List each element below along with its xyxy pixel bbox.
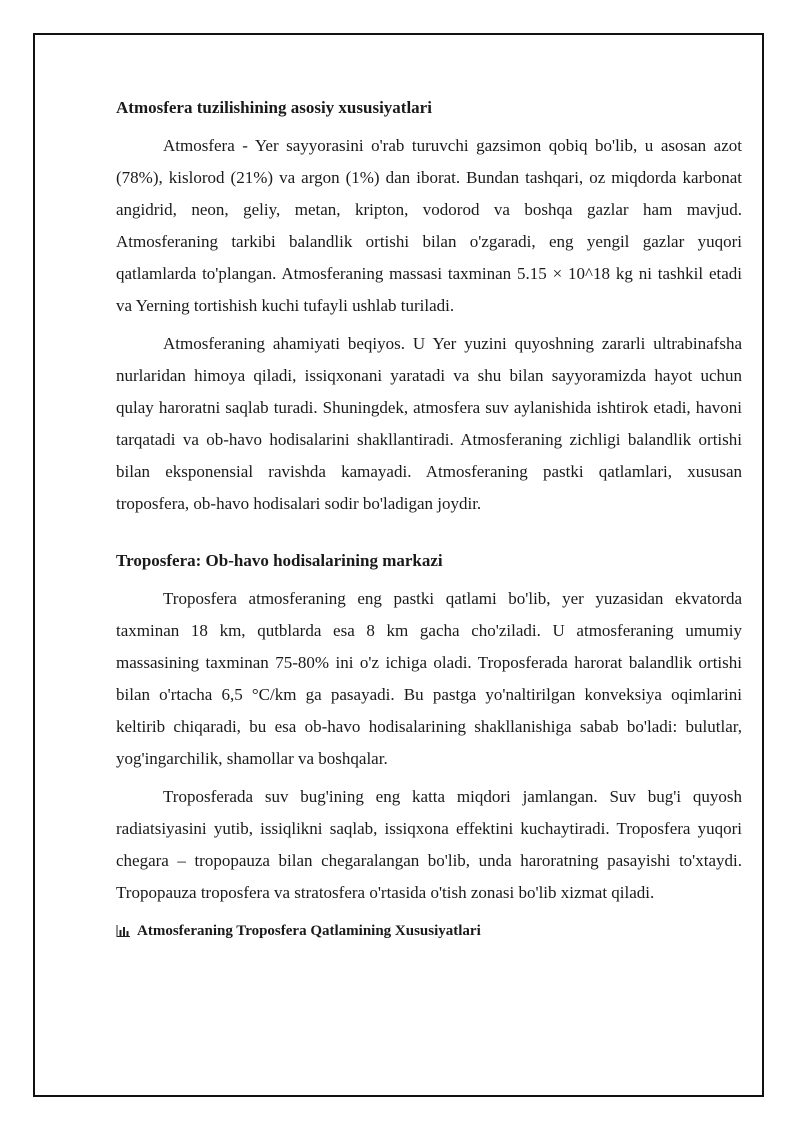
- paragraph: Troposferada suv bug'ining eng katta miqdori jamlangan. Suv bug'i quyosh radiatsiyasini yutib, issiqlikni saqlab, issiqxona effektini kuchaytiradi. Troposfera yuqori chegara – tropopauza bilan chegaralangan bo'lib, unda haroratning pasayishi to'xtaydi. Tropopauza troposfera va stratosfera o'rtasida o'tish zonasi bo'lib xizmat qiladi.: [116, 787, 742, 902]
- bar-chart-icon: [116, 925, 130, 937]
- document-body: [116, 97, 742, 941]
- paragraph: Atmosferaning ahamiyati beqiyos. U Yer yuzini quyoshning zararli ultrabinafsha nurlaridan himoya qiladi, issiqxonani yaratadi va shu bilan sayyoramizda hayot uchun qulay haroratni saqlab turadi. Shuningdek, atmosfera suv aylanishida ishtirok etadi, havoni tarqatadi va ob-havo hodisalarini shakllantiradi. Atmosferaning zichligi balandlik ortishi bilan eksponensial ravishda kamayadi. Atmosferaning pastki qatlamlari, xususan troposfera, ob-havo hodisalari sodir bo'ladigan joydir.: [116, 334, 742, 513]
- paragraph: Troposfera atmosferaning eng pastki qatlami bo'lib, yer yuzasidan ekvatorda taxminan 18 km, qutblarda esa 8 km gacha cho'ziladi. U atmosferaning umumiy massasining taxminan 75-80% ini o'z ichiga oladi. Troposferada harorat balandlik ortishi bilan o'rtacha 6,5 °C/km ga pasayadi. Bu pastga yo'naltirilgan konveksiya oqimlarini keltirib chiqaradi, bu esa ob-havo hodisalarining shakllanishiga sabab bo'ladi: bulutlar, yog'ingarchilik, shamollar va boshqalar.: [116, 589, 742, 768]
- chart-caption: [116, 921, 742, 941]
- paragraph: Atmosfera - Yer sayyorasini o'rab turuvchi gazsimon qobiq bo'lib, u asosan azot (78%), kislorod (21%) va argon (1%) dan iborat. Bundan tashqari, oz miqdorda karbonat angidrid, neon, geliy, metan, kripton, vodorod va boshqa gazlar ham mavjud. Atmosferaning tarkibi balandlik ortishi bilan o'zgaradi, eng yengil gazlar yuqori qatlamlarda to'plangan. Atmosferaning massasi taxminan 5.15 × 10^18 kg ni tashkil etadi va Yerning tortishish kuchi tufayli ushlab turiladi.: [116, 136, 742, 315]
- chart-caption-text: Atmosferaning Troposfera Qatlamining Xususiyatlari: [137, 923, 481, 939]
- section-heading-troposphere: Troposfera: Ob-havo hodisalarining markazi: [116, 551, 443, 570]
- section-heading-atmosphere: Atmosfera tuzilishining asosiy xususiyatlari: [116, 98, 432, 117]
